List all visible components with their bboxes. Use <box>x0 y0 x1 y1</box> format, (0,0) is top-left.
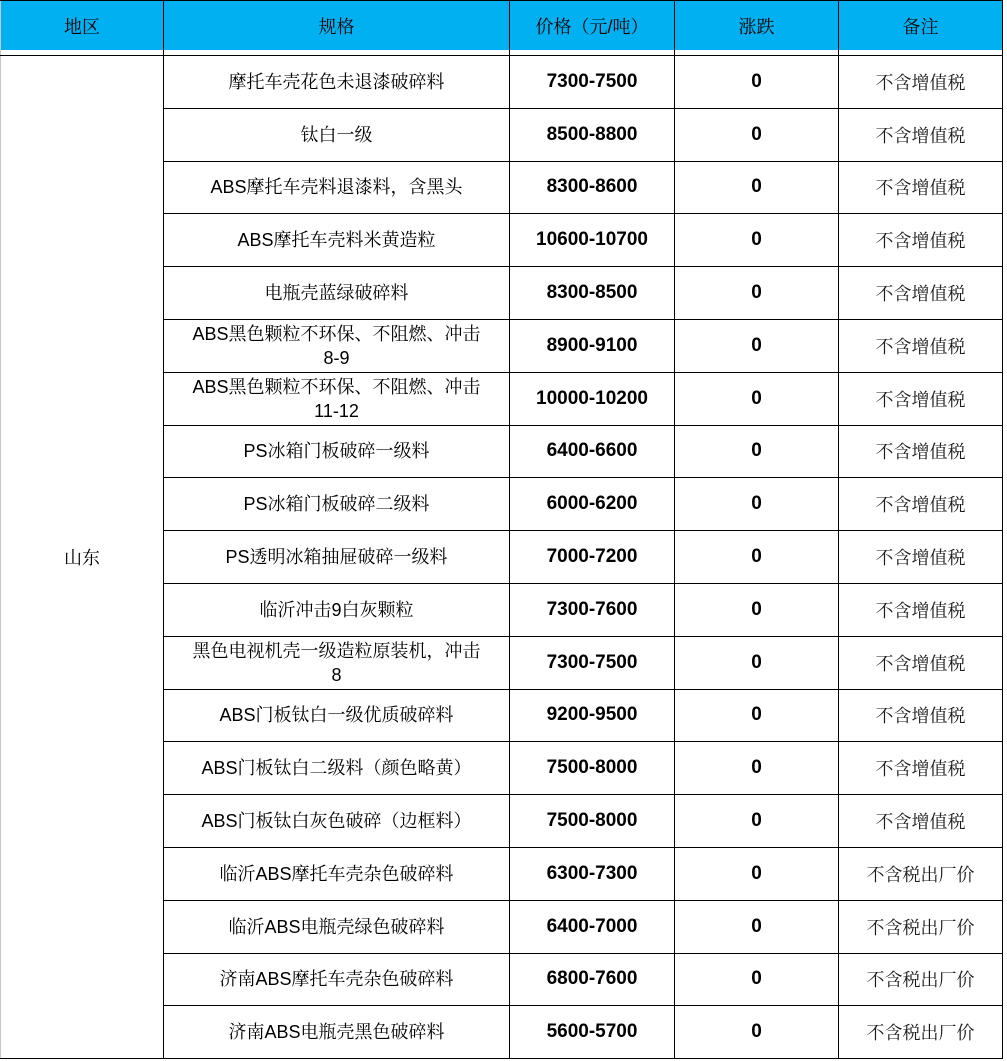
change-cell: 0 <box>675 56 839 109</box>
spec-cell: 济南ABS电瓶壳黑色破碎料 <box>164 1006 510 1059</box>
change-cell: 0 <box>675 689 839 742</box>
note-cell: 不含增值税 <box>839 267 1003 320</box>
spec-cell: 临沂ABS电瓶壳绿色破碎料 <box>164 900 510 953</box>
note-cell: 不含税出厂价 <box>839 900 1003 953</box>
spec-cell: 电瓶壳蓝绿破碎料 <box>164 267 510 320</box>
price-cell: 8500-8800 <box>510 108 675 161</box>
spec-cell: 临沂冲击9白灰颗粒 <box>164 583 510 636</box>
change-cell: 0 <box>675 267 839 320</box>
spec-cell: ABS黑色颗粒不环保、不阻燃、冲击 11-12 <box>164 372 510 425</box>
note-cell: 不含增值税 <box>839 795 1003 848</box>
note-cell: 不含增值税 <box>839 636 1003 689</box>
spec-cell: PS冰箱门板破碎二级料 <box>164 478 510 531</box>
change-cell: 0 <box>675 795 839 848</box>
spec-cell: ABS门板钛白一级优质破碎料 <box>164 689 510 742</box>
spec-cell: 摩托车壳花色未退漆破碎料 <box>164 56 510 109</box>
note-cell: 不含增值税 <box>839 319 1003 372</box>
spec-cell: ABS黑色颗粒不环保、不阻燃、冲击 8-9 <box>164 319 510 372</box>
change-cell: 0 <box>675 478 839 531</box>
change-cell: 0 <box>675 953 839 1006</box>
price-cell: 8900-9100 <box>510 319 675 372</box>
header-row <box>1 1 1003 56</box>
header-price: 价格（元/吨） <box>510 1 675 56</box>
spec-cell: PS透明冰箱抽屉破碎一级料 <box>164 531 510 584</box>
note-cell: 不含增值税 <box>839 742 1003 795</box>
change-cell: 0 <box>675 372 839 425</box>
price-cell: 7300-7500 <box>510 636 675 689</box>
spec-cell: PS冰箱门板破碎一级料 <box>164 425 510 478</box>
table-row <box>1 56 1003 109</box>
note-cell: 不含增值税 <box>839 108 1003 161</box>
note-cell: 不含增值税 <box>839 56 1003 109</box>
change-cell: 0 <box>675 636 839 689</box>
note-cell: 不含增值税 <box>839 531 1003 584</box>
price-cell: 8300-8500 <box>510 267 675 320</box>
note-cell: 不含增值税 <box>839 689 1003 742</box>
header-change: 涨跌 <box>675 1 839 56</box>
price-cell: 7500-8000 <box>510 742 675 795</box>
change-cell: 0 <box>675 1006 839 1059</box>
change-cell: 0 <box>675 531 839 584</box>
change-cell: 0 <box>675 214 839 267</box>
region-cell: 山东 <box>1 56 164 1059</box>
header-region: 地区 <box>1 1 164 56</box>
note-cell: 不含增值税 <box>839 161 1003 214</box>
change-cell: 0 <box>675 742 839 795</box>
spec-cell: ABS门板钛白灰色破碎（边框料） <box>164 795 510 848</box>
price-cell: 6400-7000 <box>510 900 675 953</box>
header-note: 备注 <box>839 1 1003 56</box>
change-cell: 0 <box>675 847 839 900</box>
note-cell: 不含增值税 <box>839 214 1003 267</box>
spec-cell: 钛白一级 <box>164 108 510 161</box>
price-cell: 7300-7600 <box>510 583 675 636</box>
note-cell: 不含增值税 <box>839 583 1003 636</box>
price-cell: 9200-9500 <box>510 689 675 742</box>
price-cell: 6300-7300 <box>510 847 675 900</box>
header-spec: 规格 <box>164 1 510 56</box>
spec-cell: ABS摩托车壳料米黄造粒 <box>164 214 510 267</box>
price-cell: 6800-7600 <box>510 953 675 1006</box>
change-cell: 0 <box>675 161 839 214</box>
spec-cell: 临沂ABS摩托车壳杂色破碎料 <box>164 847 510 900</box>
spec-cell: 黑色电视机壳一级造粒原装机，冲击 8 <box>164 636 510 689</box>
spec-cell: 济南ABS摩托车壳杂色破碎料 <box>164 953 510 1006</box>
change-cell: 0 <box>675 583 839 636</box>
price-cell: 5600-5700 <box>510 1006 675 1059</box>
price-cell: 7500-8000 <box>510 795 675 848</box>
note-cell: 不含增值税 <box>839 425 1003 478</box>
table-header <box>1 1 1003 56</box>
note-cell: 不含税出厂价 <box>839 847 1003 900</box>
price-cell: 10000-10200 <box>510 372 675 425</box>
note-cell: 不含税出厂价 <box>839 1006 1003 1059</box>
spec-cell: ABS门板钛白二级料（颜色略黄） <box>164 742 510 795</box>
spec-cell: ABS摩托车壳料退漆料，含黑头 <box>164 161 510 214</box>
price-cell: 10600-10700 <box>510 214 675 267</box>
price-cell: 7000-7200 <box>510 531 675 584</box>
note-cell: 不含增值税 <box>839 478 1003 531</box>
change-cell: 0 <box>675 425 839 478</box>
price-cell: 6000-6200 <box>510 478 675 531</box>
price-cell: 6400-6600 <box>510 425 675 478</box>
note-cell: 不含增值税 <box>839 372 1003 425</box>
change-cell: 0 <box>675 108 839 161</box>
table-body <box>1 56 1003 1059</box>
change-cell: 0 <box>675 319 839 372</box>
note-cell: 不含税出厂价 <box>839 953 1003 1006</box>
price-cell: 8300-8600 <box>510 161 675 214</box>
price-cell: 7300-7500 <box>510 56 675 109</box>
change-cell: 0 <box>675 900 839 953</box>
